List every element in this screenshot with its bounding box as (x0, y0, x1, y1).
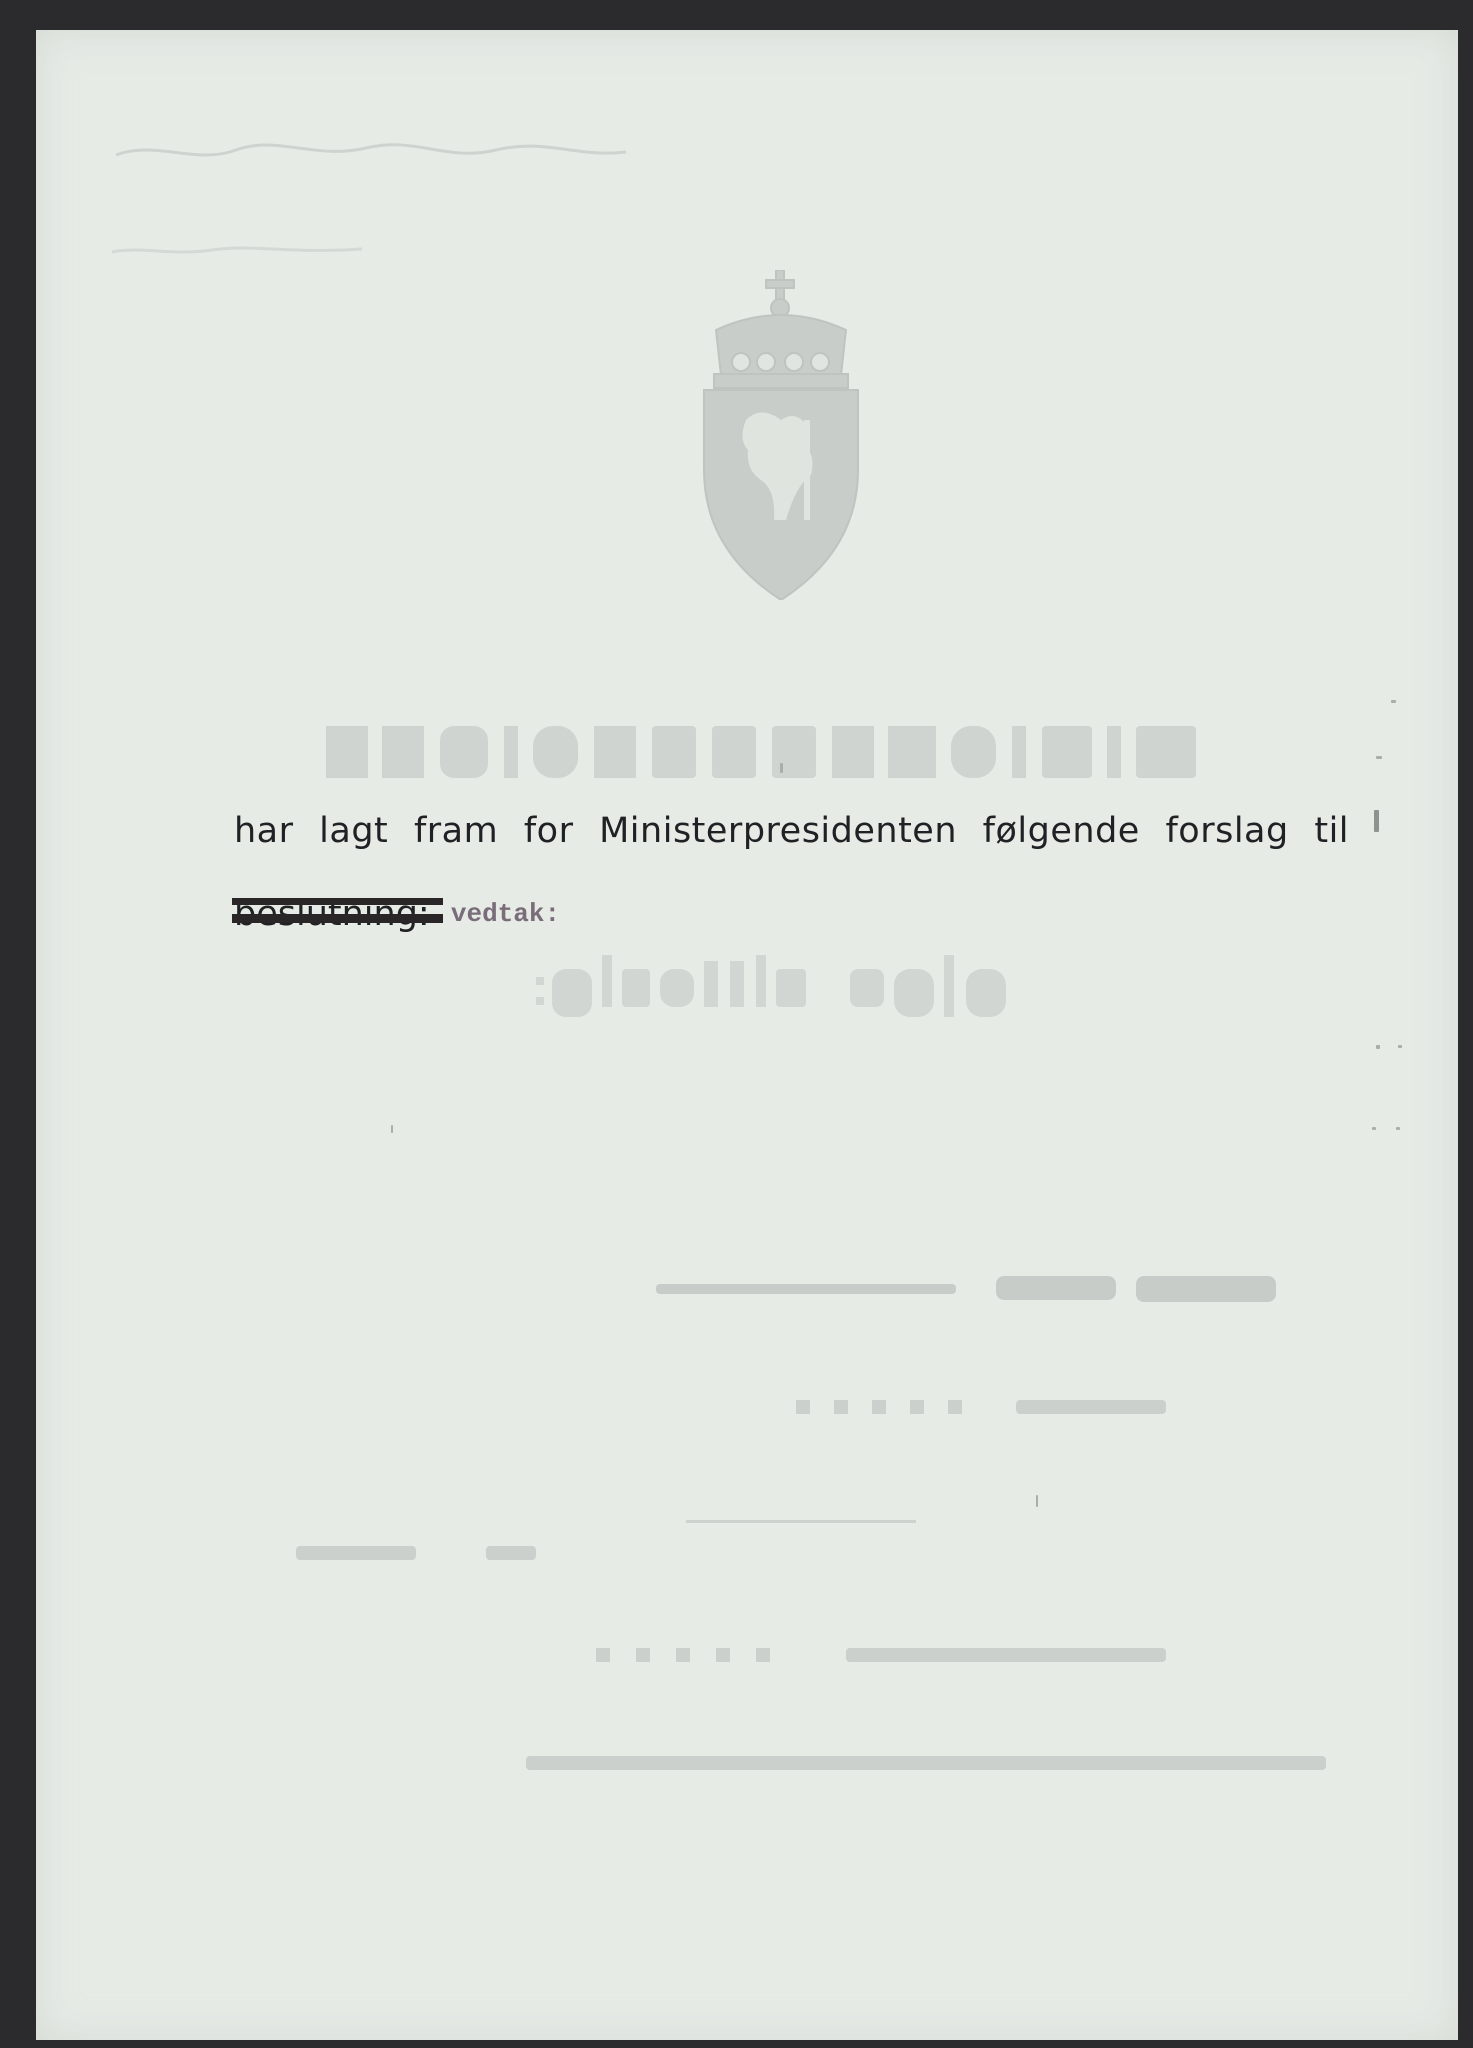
typed-replacement-word: vedtak: (450, 899, 561, 929)
speck (1396, 1127, 1400, 1130)
speck (1398, 1045, 1402, 1048)
norwegian-coat-of-arms-icon (686, 270, 876, 600)
struck-through-word (234, 894, 441, 934)
show-through-typed-line-4 (596, 1640, 1196, 1677)
speck (1372, 1127, 1376, 1130)
word: fram (413, 811, 499, 851)
word: for (523, 811, 574, 851)
strike-bar-bottom (232, 914, 443, 923)
word: har (234, 811, 294, 851)
show-through-scribble-small (112, 240, 372, 266)
speck (1391, 700, 1396, 703)
speck (780, 763, 783, 773)
show-through-typed-line-5 (526, 1748, 1346, 1785)
show-through-heading-mirrored (326, 718, 1196, 804)
show-through-typed-line-2 (796, 1392, 1196, 1429)
word: følgende (982, 811, 1140, 851)
document-page (36, 30, 1458, 2040)
speck (391, 1125, 393, 1133)
strike-bar-top (232, 898, 443, 905)
speck (1376, 756, 1382, 759)
word: lagt (319, 811, 389, 851)
word: Ministerpresidenten (599, 811, 958, 851)
show-through-typed-line-3 (296, 1538, 556, 1575)
body-line-2 (234, 894, 560, 934)
body-line-1 (234, 811, 1349, 851)
show-through-scribble-top (116, 130, 636, 177)
speck (1036, 1495, 1038, 1507)
word: til (1314, 811, 1350, 851)
show-through-typed-line-1 (656, 1270, 1296, 1319)
margin-mark (1374, 810, 1379, 832)
show-through-subheading-mirrored (536, 955, 1006, 1039)
word: forslag (1165, 811, 1289, 851)
speck (1376, 1045, 1380, 1049)
show-through-rule (686, 1520, 916, 1523)
